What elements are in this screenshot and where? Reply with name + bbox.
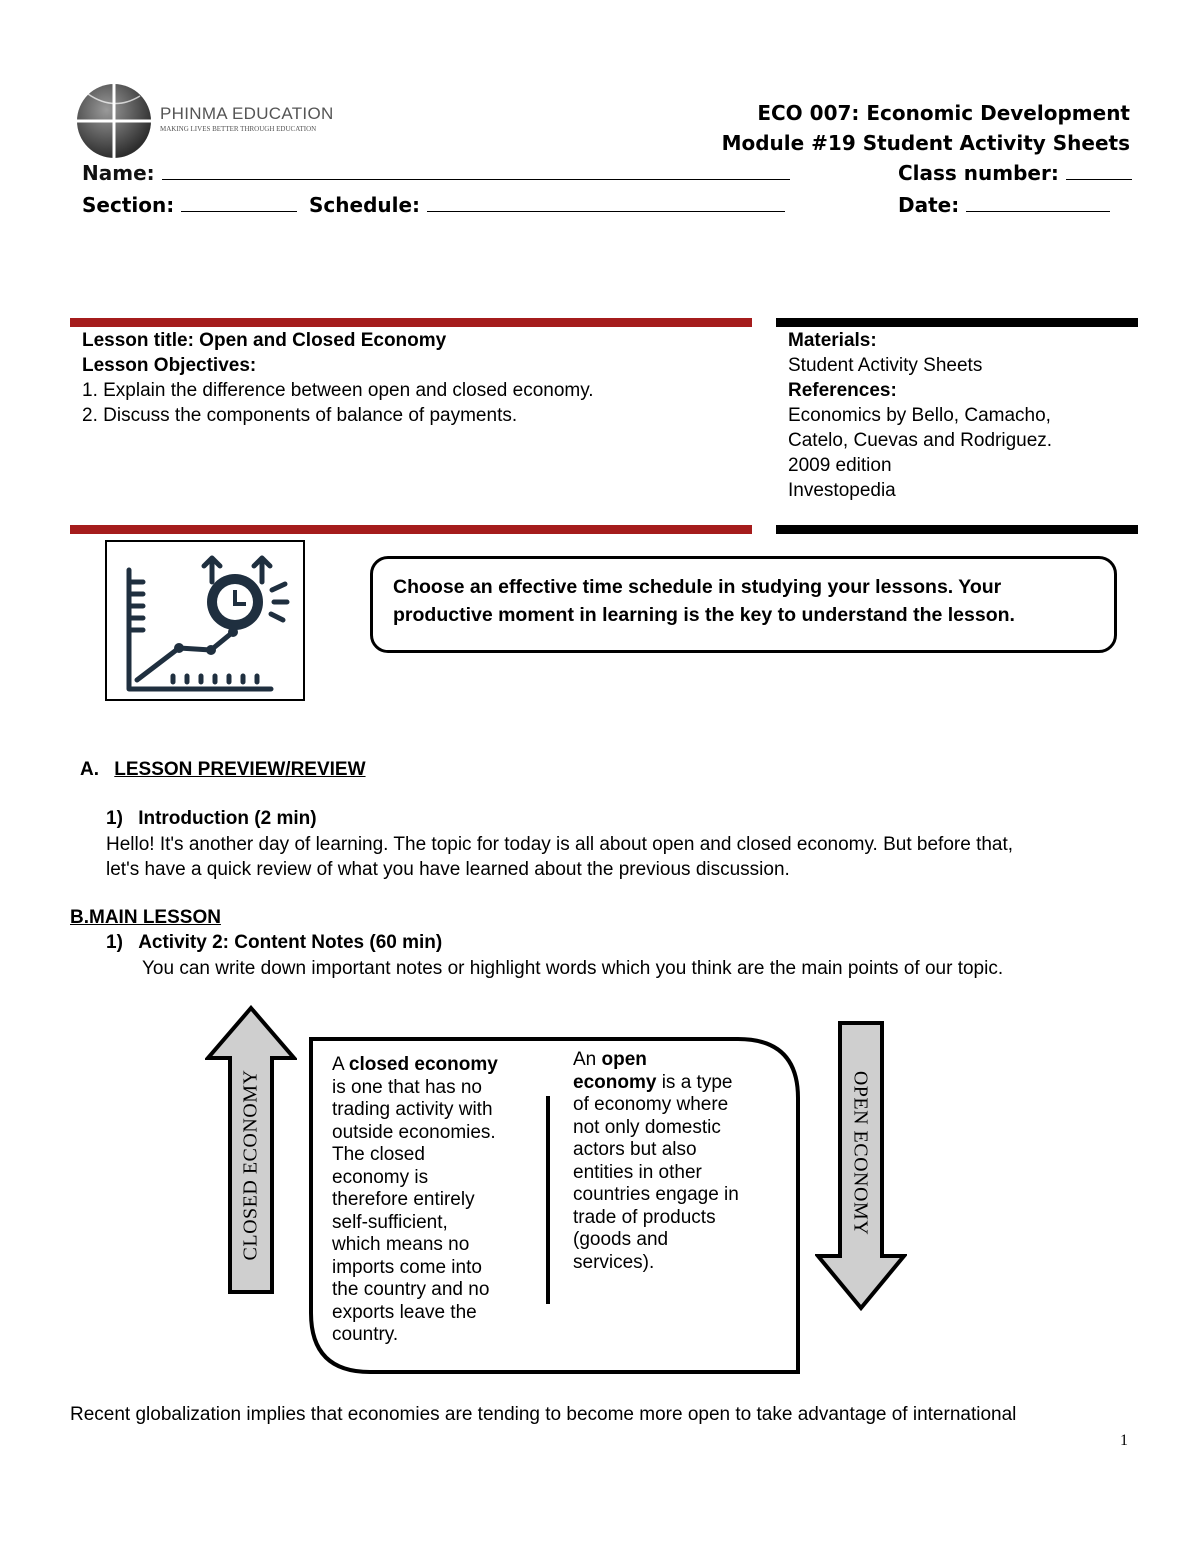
- closed-line: economy is: [332, 1166, 429, 1188]
- study-tip-line: productive moment in learning is the key to understand the lesson.: [393, 604, 1015, 626]
- study-tip-text: [393, 573, 1113, 629]
- references-label: References:: [788, 380, 897, 401]
- reference-line: Investopedia: [788, 480, 896, 501]
- body-continuation-text: Recent globalization implies that economies are tending to become more open to take advantage of international: [70, 1404, 1017, 1425]
- intro-body: [106, 832, 1146, 882]
- open-term: open: [601, 1049, 647, 1070]
- closed-line: the country and no: [332, 1279, 490, 1300]
- class-number-field[interactable]: [898, 161, 1132, 185]
- materials-item: Student Activity Sheets: [788, 355, 983, 376]
- open-line: entities in other: [573, 1161, 702, 1183]
- section-a-title: LESSON PREVIEW/REVIEW: [114, 759, 366, 780]
- closed-prefix: A: [332, 1054, 349, 1075]
- productivity-icon-frame: [105, 540, 305, 701]
- class-number-blank[interactable]: [1066, 163, 1132, 180]
- open-line: countries engage in: [573, 1184, 739, 1205]
- open-economy-label: OPEN ECONOMY: [849, 1070, 872, 1236]
- closed-line: outside economies.: [332, 1121, 496, 1143]
- activity-heading: [106, 932, 442, 954]
- date-blank[interactable]: [966, 195, 1110, 212]
- page-number: 1: [1120, 1432, 1128, 1449]
- open-term: economy: [573, 1071, 657, 1093]
- name-label: Name:: [82, 161, 155, 185]
- section-blank[interactable]: [181, 195, 297, 212]
- activity-body: You can write down important notes or highlight words which you think are the main points of our topic.: [142, 958, 1004, 979]
- open-line: trade of products: [573, 1206, 716, 1228]
- logo-name: PHINMA EDUCATION: [160, 104, 334, 123]
- open-line: services).: [573, 1251, 655, 1273]
- study-tip-line: Choose an effective time schedule in studying your lessons. Your: [393, 576, 1002, 598]
- section-a-letter: A.: [80, 759, 99, 780]
- materials-info: [788, 328, 1133, 503]
- schedule-blank[interactable]: [427, 195, 785, 212]
- objectives-label: Lesson Objectives:: [82, 355, 257, 376]
- section-b-title: B.MAIN LESSON: [70, 907, 221, 928]
- materials-bottom-bar: [776, 525, 1138, 534]
- activity-title: Activity 2: Content Notes (60 min): [138, 932, 443, 953]
- open-line: actors but also: [573, 1139, 697, 1160]
- open-prefix: An: [573, 1049, 602, 1070]
- class-number-label: Class number:: [898, 161, 1059, 185]
- open-line: (goods and: [573, 1229, 669, 1250]
- closed-line: is one that has no: [332, 1076, 482, 1098]
- intro-title: Introduction (2 min): [138, 808, 317, 829]
- closed-economy-definition: [332, 1054, 542, 1347]
- phinma-globe-icon: [74, 82, 154, 160]
- objective-item: 1. Explain the difference between open and closed economy.: [82, 380, 594, 401]
- closed-line: country.: [332, 1324, 399, 1345]
- materials-top-bar: [776, 318, 1138, 327]
- logo-tagline: MAKING LIVES BETTER THROUGH EDUCATION: [160, 125, 317, 133]
- closed-line: exports leave the: [332, 1301, 477, 1323]
- schedule-label: Schedule:: [309, 193, 421, 217]
- closed-term: closed economy: [348, 1054, 498, 1075]
- materials-label: Materials:: [788, 330, 877, 351]
- closed-line: trading activity with: [332, 1099, 493, 1120]
- date-field[interactable]: [898, 193, 1110, 217]
- closed-line: therefore entirely: [332, 1189, 475, 1210]
- lesson-info: [82, 328, 742, 428]
- section-label: Section:: [82, 193, 175, 217]
- phinma-logo: [74, 82, 334, 160]
- schedule-field[interactable]: [309, 193, 785, 217]
- closed-line: which means no: [332, 1234, 470, 1255]
- open-suffix: is a type: [656, 1071, 733, 1093]
- open-line: of economy where: [573, 1094, 729, 1115]
- reference-line: Economics by Bello, Camacho,: [788, 405, 1051, 426]
- lesson-top-bar: [70, 318, 752, 327]
- lesson-title: Lesson title: Open and Closed Economy: [82, 330, 447, 351]
- intro-line: let's have a quick review of what you have learned about the previous discussion.: [106, 859, 790, 880]
- closed-line: self-sufficient,: [332, 1211, 448, 1233]
- activity-number: 1): [106, 932, 123, 953]
- section-a-heading: [80, 759, 366, 781]
- date-label: Date:: [898, 193, 960, 217]
- objective-item: 2. Discuss the components of balance of payments.: [82, 405, 518, 426]
- study-tip-box: [370, 556, 1117, 653]
- reference-line: Catelo, Cuevas and Rodriguez.: [788, 430, 1053, 451]
- intro-line: Hello! It's another day of learning. The topic for today is all about open and closed economy. But before that,: [106, 834, 1014, 855]
- closed-line: The closed: [332, 1144, 425, 1165]
- course-title: ECO 007: Economic Development: [757, 101, 1130, 125]
- lesson-bottom-bar: [70, 525, 752, 534]
- open-line: not only domestic: [573, 1116, 721, 1138]
- name-blank[interactable]: [162, 163, 790, 180]
- name-field[interactable]: [82, 161, 790, 185]
- closed-economy-label: CLOSED ECONOMY: [239, 1069, 262, 1261]
- productivity-chart-clock-icon: [107, 542, 303, 699]
- section-field[interactable]: [82, 193, 297, 217]
- open-economy-definition: [573, 1049, 783, 1274]
- module-title: Module #19 Student Activity Sheets: [721, 131, 1130, 155]
- intro-number: 1): [106, 808, 123, 829]
- intro-heading: [106, 808, 317, 830]
- reference-line: 2009 edition: [788, 455, 892, 476]
- closed-line: imports come into: [332, 1256, 482, 1278]
